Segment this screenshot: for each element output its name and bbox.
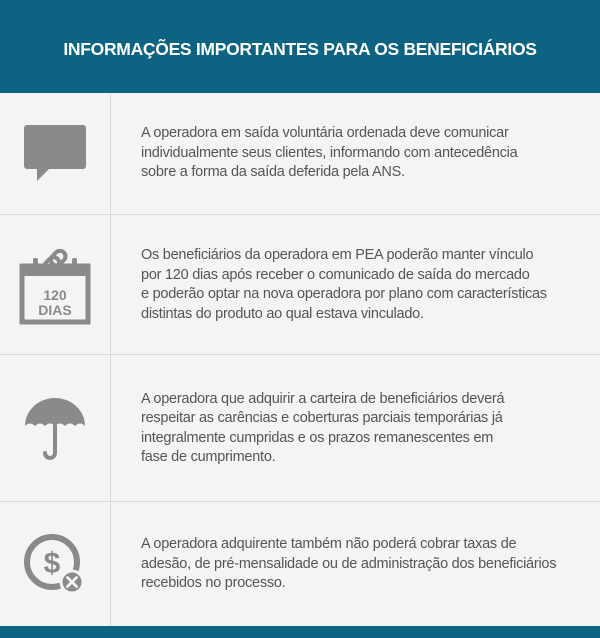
list-item (0, 354, 600, 502)
row-text: A operadora em saída voluntária ordenada deve comunicar individualmente seus clientes, informando com antecedência sobre a forma da saída deferida pela ANS. (141, 125, 518, 181)
info-list (0, 93, 600, 626)
header-banner (0, 0, 600, 93)
page-title: INFORMAÇÕES IMPORTANTES PARA OS BENEFICIÁRIOS (63, 39, 537, 59)
speech-bubble-icon (23, 123, 87, 185)
list-item (0, 214, 600, 355)
calendar-number-text: 120 (43, 287, 67, 303)
calendar-120-days-icon (19, 244, 91, 326)
umbrella-icon (24, 396, 86, 462)
row-text: A operadora adquirente também não poderá cobrar taxas de adesão, de pré-mensalidade ou de administração dos beneficiários recebidos no processo. (141, 536, 557, 592)
text-cell (141, 93, 581, 214)
row-text: A operadora que adquirir a carteira de beneficiários deverá respeitar as carências e coberturas parciais temporárias já integralmente cumpridas e os prazos remanescentes em fase de cumprimento. (141, 390, 505, 465)
icon-cell (0, 355, 111, 502)
icon-cell (0, 215, 111, 355)
text-cell (141, 502, 581, 627)
no-fee-dollar-icon (22, 532, 88, 598)
list-item (0, 93, 600, 214)
icon-cell (0, 93, 111, 214)
list-item (0, 501, 600, 627)
icon-cell (0, 502, 111, 627)
footer-bar (0, 626, 600, 638)
row-text: Os beneficiários da operadora em PEA poderão manter vínculo por 120 dias após receber o comunicado de saída do mercado e poderão optar na nova operadora por plano com características distintas do produto ao qual estava vinculado. (141, 247, 547, 322)
text-cell (141, 215, 581, 355)
svg-text:$: $ (43, 546, 61, 580)
calendar-unit-text: DIAS (38, 302, 72, 318)
text-cell (141, 355, 581, 502)
